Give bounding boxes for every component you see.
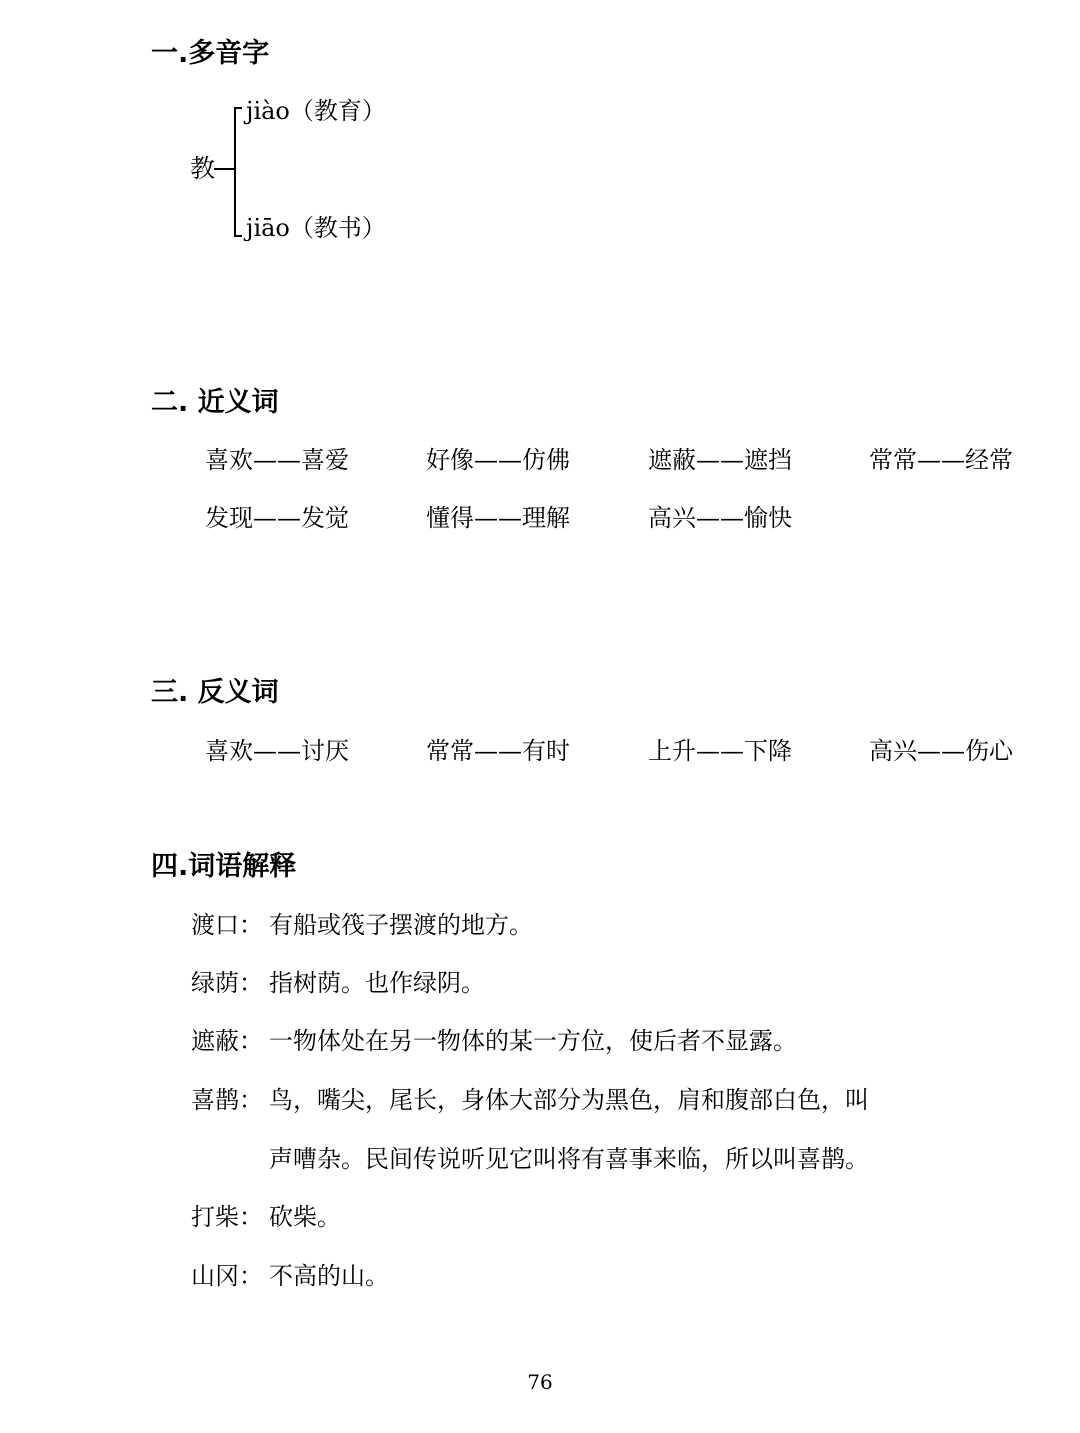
definition-term: 打柴： [191, 1203, 263, 1231]
brace-stem [214, 168, 235, 170]
reading-jiao4: jiào（教育） [246, 97, 386, 125]
synonym-pair: 高兴——愉快 [648, 504, 792, 532]
page-number: 76 [527, 1370, 553, 1394]
antonym-pair: 上升——下降 [648, 737, 792, 765]
definition-text: 有船或筏子摆渡的地方。 [269, 911, 533, 939]
synonym-pair: 喜欢——喜爱 [205, 446, 349, 474]
synonym-pair: 常常——经常 [869, 446, 1013, 474]
definition-term: 遮蔽： [191, 1027, 263, 1055]
section-heading-antonyms: 三. 反义词 [151, 677, 279, 708]
section-heading-definitions: 四.词语解释 [151, 851, 297, 882]
brace-bracket [234, 107, 242, 237]
section-heading-synonyms: 二. 近义词 [151, 387, 279, 418]
definition-text: 砍柴。 [269, 1203, 341, 1231]
synonym-pair: 好像——仿佛 [426, 446, 570, 474]
definition-text: 不高的山。 [269, 1262, 389, 1290]
synonym-pair: 遮蔽——遮挡 [648, 446, 792, 474]
definition-term: 绿荫： [191, 969, 263, 997]
reading-jiao1: jiāo（教书） [246, 214, 386, 242]
synonym-pair: 懂得——理解 [426, 504, 570, 532]
antonym-pair: 常常——有时 [426, 737, 570, 765]
definition-text: 声嘈杂。民间传说听见它叫将有喜事来临，所以叫喜鹊。 [269, 1145, 869, 1173]
polyphonic-char: 教 [190, 154, 216, 183]
definition-term: 喜鹊： [191, 1086, 263, 1114]
definition-text: 指树荫。也作绿阴。 [269, 969, 485, 997]
antonym-pair: 喜欢——讨厌 [205, 737, 349, 765]
antonym-pair: 高兴——伤心 [869, 737, 1013, 765]
definition-text: 一物体处在另一物体的某一方位，使后者不显露。 [269, 1027, 797, 1055]
definition-term: 山冈： [191, 1262, 263, 1290]
synonym-pair: 发现——发觉 [205, 504, 349, 532]
section-heading-polyphonic: 一.多音字 [151, 38, 270, 69]
definition-term: 渡口： [191, 911, 263, 939]
definition-text: 鸟，嘴尖，尾长，身体大部分为黑色，肩和腹部白色，叫 [269, 1086, 869, 1114]
